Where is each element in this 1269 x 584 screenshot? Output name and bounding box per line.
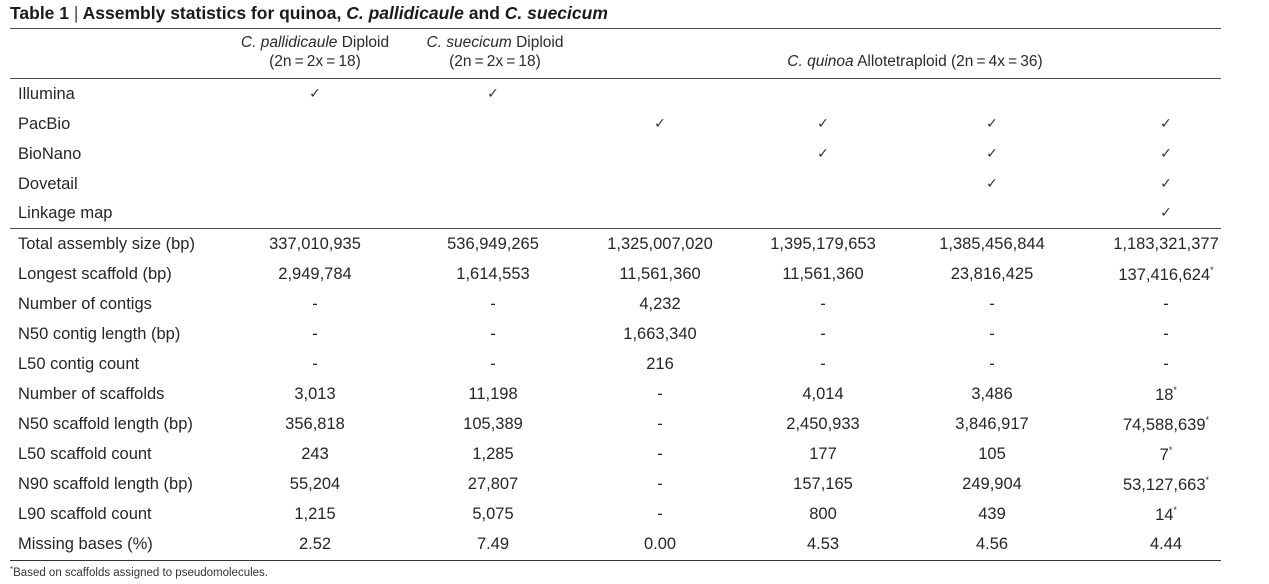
cell-value: - (490, 325, 496, 343)
table-cell (235, 385, 395, 404)
cell-value: 1,663,340 (623, 325, 697, 343)
cell-value: - (490, 355, 496, 373)
cell-value: 14 (1155, 506, 1174, 524)
table-cell (580, 535, 740, 554)
table-cell (743, 505, 903, 524)
table-cell (1086, 265, 1246, 285)
cell-value: 4.44 (1149, 535, 1183, 553)
cell-value: 1,385,456,844 (939, 235, 1045, 253)
table-cell (235, 415, 395, 434)
header-rule (10, 78, 1221, 79)
table-cell (580, 235, 740, 254)
cell-value: 4,232 (639, 295, 681, 313)
check-icon: ✓ (1160, 175, 1172, 191)
cell-value: 105 (978, 445, 1006, 463)
table-cell (413, 535, 573, 554)
table-cell (912, 475, 1072, 494)
cell-value: 4,014 (802, 385, 844, 403)
stat-row (10, 350, 1221, 380)
cell-value: 216 (646, 355, 674, 373)
cell-value: 11,561,360 (782, 265, 864, 283)
row-label: L90 scaffold count (18, 505, 152, 523)
header-ploidy: (2n = 2x = 18) (269, 53, 361, 70)
footnote-text: Based on scaffolds assigned to pseudomolecules. (13, 567, 268, 579)
table-cell (413, 415, 573, 434)
cell-value: 23,816,425 (950, 265, 1034, 283)
row-label: N50 scaffold length (bp) (18, 415, 193, 433)
table-cell (743, 445, 903, 464)
title-species-1: C. pallidicaule (346, 3, 464, 23)
stat-row (10, 230, 1221, 260)
footnote-marker: * (1168, 445, 1173, 455)
row-label: Linkage map (18, 204, 113, 222)
check-icon: ✓ (817, 145, 829, 161)
check-icon: ✓ (817, 115, 829, 131)
table-cell (1086, 475, 1246, 495)
table-footnote (10, 565, 268, 579)
cell-value: 3,013 (294, 385, 336, 403)
table-cell (235, 505, 395, 524)
cell-value: 11,561,360 (619, 265, 701, 283)
check-icon: ✓ (487, 85, 499, 101)
table-number: Table 1 (10, 3, 70, 23)
table-cell (912, 265, 1072, 284)
header-type: Allotetraploid (857, 53, 947, 70)
table-cell (743, 535, 903, 554)
table-cell (235, 295, 395, 314)
table-cell (413, 325, 573, 344)
cell-value: 2,450,933 (786, 415, 860, 433)
cell-value: 356,818 (285, 415, 345, 433)
check-icon: ✓ (1160, 145, 1172, 161)
table-cell (1086, 445, 1246, 465)
title-text: Assembly statistics for quinoa, (82, 3, 342, 23)
stat-row (10, 260, 1221, 290)
cell-value: - (312, 295, 318, 313)
stat-row (10, 470, 1221, 500)
table-cell (743, 265, 903, 284)
cell-value: 157,165 (793, 475, 853, 493)
header-col-quinoa (735, 52, 1095, 71)
check-icon: ✓ (654, 115, 666, 131)
row-label: N50 contig length (bp) (18, 325, 181, 343)
table-cell (235, 355, 395, 374)
row-label: N90 scaffold length (bp) (18, 475, 193, 493)
table-cell (235, 325, 395, 344)
check-icon: ✓ (986, 145, 998, 161)
cell-value: 53,127,663 (1122, 476, 1206, 494)
tech-row (10, 80, 1221, 110)
cell-value: 3,486 (971, 385, 1013, 403)
stat-row (10, 290, 1221, 320)
row-label: Number of contigs (18, 295, 152, 313)
table-cell (1086, 505, 1246, 525)
table-cell (912, 535, 1072, 554)
stat-row (10, 380, 1221, 410)
cell-value: 1,215 (294, 505, 336, 523)
table-cell (912, 445, 1072, 464)
table-cell (743, 325, 903, 344)
table-cell (580, 415, 740, 434)
table-cell (912, 385, 1072, 404)
bottom-rule (10, 560, 1221, 561)
cell-value: - (1163, 295, 1169, 313)
row-label: Longest scaffold (bp) (18, 265, 172, 283)
table-cell (1086, 235, 1246, 254)
check-icon: ✓ (1160, 115, 1172, 131)
table-cell (743, 385, 903, 404)
table-cell (413, 355, 573, 374)
cell-value: 1,183,321,377 (1113, 235, 1219, 253)
cell-value: 1,285 (472, 445, 514, 463)
row-label: L50 scaffold count (18, 445, 152, 463)
cell-value: - (1163, 355, 1169, 373)
table-cell (1086, 295, 1246, 314)
table-cell (912, 235, 1072, 254)
check-icon: ✓ (986, 115, 998, 131)
stat-row (10, 440, 1221, 470)
stat-row (10, 410, 1221, 440)
table-cell (580, 355, 740, 374)
table-cell (235, 265, 395, 284)
stat-row (10, 530, 1221, 560)
header-species: C. quinoa (787, 53, 854, 70)
cell-value: 800 (809, 505, 837, 523)
row-label: Total assembly size (bp) (18, 235, 195, 253)
table-cell (580, 385, 740, 404)
cell-value: 439 (978, 505, 1006, 523)
table-cell (580, 265, 740, 284)
section-rule (10, 228, 1221, 229)
table-cell (413, 445, 573, 464)
cell-value: 243 (301, 445, 329, 463)
cell-value: 4.56 (975, 535, 1009, 553)
cell-value: 7 (1159, 446, 1169, 464)
cell-value: 7.49 (476, 535, 510, 553)
table-cell (1086, 355, 1246, 374)
cell-value: 1,395,179,653 (770, 235, 876, 253)
cell-value: - (657, 445, 663, 463)
cell-value: - (312, 325, 318, 343)
cell-value: 4.53 (806, 535, 840, 553)
table-cell (580, 475, 740, 494)
tech-row (10, 110, 1221, 140)
table-cell (912, 295, 1072, 314)
title-species-2: C. suecicum (504, 3, 608, 23)
cell-value: - (989, 325, 995, 343)
table-cell (413, 265, 573, 284)
table-cell (743, 355, 903, 374)
header-col-suecicum (410, 33, 580, 71)
table-cell (743, 235, 903, 254)
cell-value: 11,198 (468, 385, 518, 403)
check-icon: ✓ (1160, 204, 1172, 220)
footnote-marker: * (10, 565, 14, 574)
table-cell (912, 505, 1072, 524)
cell-value: - (657, 505, 663, 523)
row-label: Dovetail (18, 175, 78, 193)
table-cell (1086, 415, 1246, 435)
header-col-pallidicaule (215, 33, 415, 71)
footnote-marker: * (1173, 385, 1177, 395)
cell-value: - (820, 355, 826, 373)
cell-value: 18 (1155, 386, 1174, 404)
cell-value: - (1163, 325, 1169, 343)
row-label: Missing bases (%) (18, 535, 153, 553)
cell-value: - (312, 355, 318, 373)
row-label: Number of scaffolds (18, 385, 165, 403)
row-label: PacBio (18, 115, 71, 133)
cell-value: - (657, 415, 663, 433)
table-cell (743, 295, 903, 314)
table-cell (912, 355, 1072, 374)
header-type: Diploid (516, 34, 564, 51)
header-type: Diploid (341, 34, 390, 51)
table-cell (580, 445, 740, 464)
cell-value: 536,949,265 (447, 235, 539, 253)
cell-value: - (989, 295, 995, 313)
table-cell (413, 475, 573, 494)
table-cell (235, 475, 395, 494)
cell-value: - (657, 385, 663, 403)
tech-row (10, 170, 1221, 200)
stat-row (10, 320, 1221, 350)
table-cell (1086, 325, 1246, 344)
table-cell (580, 295, 740, 314)
cell-value: 1,614,553 (456, 265, 530, 283)
cell-value: - (657, 475, 663, 493)
table-cell (413, 385, 573, 404)
footnote-marker: * (1205, 475, 1210, 485)
cell-value: - (820, 295, 826, 313)
check-icon: ✓ (309, 85, 321, 101)
cell-value: 5,075 (472, 505, 514, 523)
cell-value: - (989, 355, 995, 373)
row-label: Illumina (18, 85, 75, 103)
cell-value: 2,949,784 (278, 265, 352, 283)
cell-value: 74,588,639 (1122, 416, 1206, 434)
title-separator: | (73, 3, 79, 23)
stat-row (10, 500, 1221, 530)
table-title (10, 3, 608, 24)
cell-value: 55,204 (289, 475, 341, 493)
cell-value: 0.00 (643, 535, 677, 553)
header-species: C. suecicum (426, 34, 512, 51)
table-cell (743, 415, 903, 434)
cell-value: 27,807 (467, 475, 519, 493)
cell-value: 337,010,935 (269, 235, 361, 253)
header-ploidy: (2n = 4x = 36) (951, 53, 1043, 70)
row-label: BioNano (18, 145, 82, 163)
table-cell (413, 505, 573, 524)
cell-value: 1,325,007,020 (607, 235, 713, 253)
check-icon: ✓ (986, 175, 998, 191)
title-and: and (468, 3, 500, 23)
table-cell (912, 325, 1072, 344)
header-species: C. pallidicaule (240, 34, 338, 51)
top-rule (10, 28, 1221, 29)
tech-row (10, 199, 1221, 229)
cell-value: 2.52 (298, 535, 332, 553)
cell-value: 177 (809, 445, 837, 463)
table-cell (912, 415, 1072, 434)
cell-value: - (820, 325, 826, 343)
cell-value: 105,389 (463, 415, 523, 433)
tech-row (10, 140, 1221, 170)
header-ploidy: (2n = 2x = 18) (449, 53, 541, 70)
cell-value: 137,416,624 (1118, 266, 1211, 284)
footnote-marker: * (1173, 505, 1177, 515)
table-cell (235, 445, 395, 464)
table-cell (235, 235, 395, 254)
footnote-marker: * (1205, 415, 1210, 425)
table-cell (580, 505, 740, 524)
table-cell (1086, 385, 1246, 405)
cell-value: 249,904 (962, 475, 1022, 493)
table-cell (413, 295, 573, 314)
table-cell (1086, 535, 1246, 554)
cell-value: 3,846,917 (955, 415, 1029, 433)
table-cell (413, 235, 573, 254)
cell-value: - (490, 295, 496, 313)
footnote-marker: * (1210, 265, 1214, 275)
table-cell (235, 535, 395, 554)
table-cell (743, 475, 903, 494)
row-label: L50 contig count (18, 355, 140, 373)
table-cell (580, 325, 740, 344)
